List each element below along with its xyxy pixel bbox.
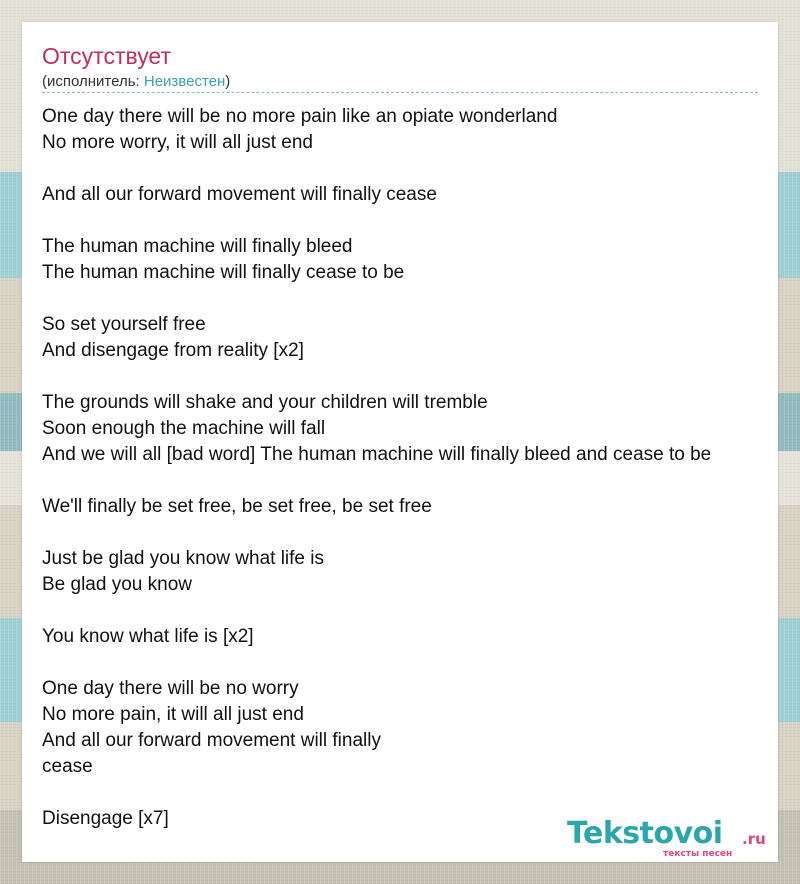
logo-main-text: Tekstovoi	[567, 816, 723, 851]
lyric-line: No more worry, it will all just end	[42, 132, 314, 153]
artist-suffix: )	[225, 73, 231, 90]
artist-link[interactable]: Неизвестен	[143, 73, 226, 90]
lyric-line: The grounds will shake and your children will tremble	[42, 392, 488, 413]
lyric-line: You know what life is [x2]	[42, 626, 254, 647]
lyric-blank-line	[42, 156, 772, 182]
lyric-line: The human machine will finally cease to be	[42, 262, 405, 283]
lyric-line: One day there will be no more pain like an opiate wonderland	[42, 106, 558, 127]
lyric-line: And all our forward movement will finally cease	[42, 184, 437, 205]
lyric-blank-line	[42, 468, 772, 494]
lyric-blank-line	[42, 208, 772, 234]
lyric-line: Just be glad you know what life is	[42, 548, 324, 569]
lyric-line: So set yourself free	[42, 314, 206, 335]
lyric-line: And all our forward movement will finally	[42, 730, 381, 751]
lyric-blank-line	[42, 364, 772, 390]
logo-tagline: тексты песен	[663, 849, 733, 859]
lyric-line: cease	[42, 756, 93, 777]
lyric-blank-line	[42, 598, 772, 624]
lyric-line: And we will all [bad word] The human machine will finally bleed and cease to be	[42, 444, 712, 465]
lyric-blank-line	[42, 650, 772, 676]
tekstovoi-logo[interactable]	[567, 816, 777, 862]
lyric-line: No more pain, it will all just end	[42, 704, 304, 725]
artist-line	[42, 72, 230, 92]
title-divider	[42, 92, 758, 93]
logo-tld-text: .ru	[742, 830, 766, 848]
lyric-line: Soon enough the machine will fall	[42, 418, 326, 439]
lyric-line: We'll finally be set free, be set free, be set free	[42, 496, 432, 517]
lyric-line: Disengage [x7]	[42, 808, 169, 829]
lyrics-text	[42, 104, 772, 832]
lyric-line: And disengage from reality [x2]	[42, 340, 304, 361]
lyric-blank-line	[42, 520, 772, 546]
lyric-line: Be glad you know	[42, 574, 192, 595]
song-title: Отсутствует	[42, 43, 171, 69]
lyric-line: One day there will be no worry	[42, 678, 299, 699]
lyrics-card	[22, 22, 778, 862]
lyric-blank-line	[42, 286, 772, 312]
artist-prefix: (исполнитель:	[42, 73, 144, 90]
lyric-blank-line	[42, 780, 772, 806]
lyric-line: The human machine will finally bleed	[42, 236, 353, 257]
